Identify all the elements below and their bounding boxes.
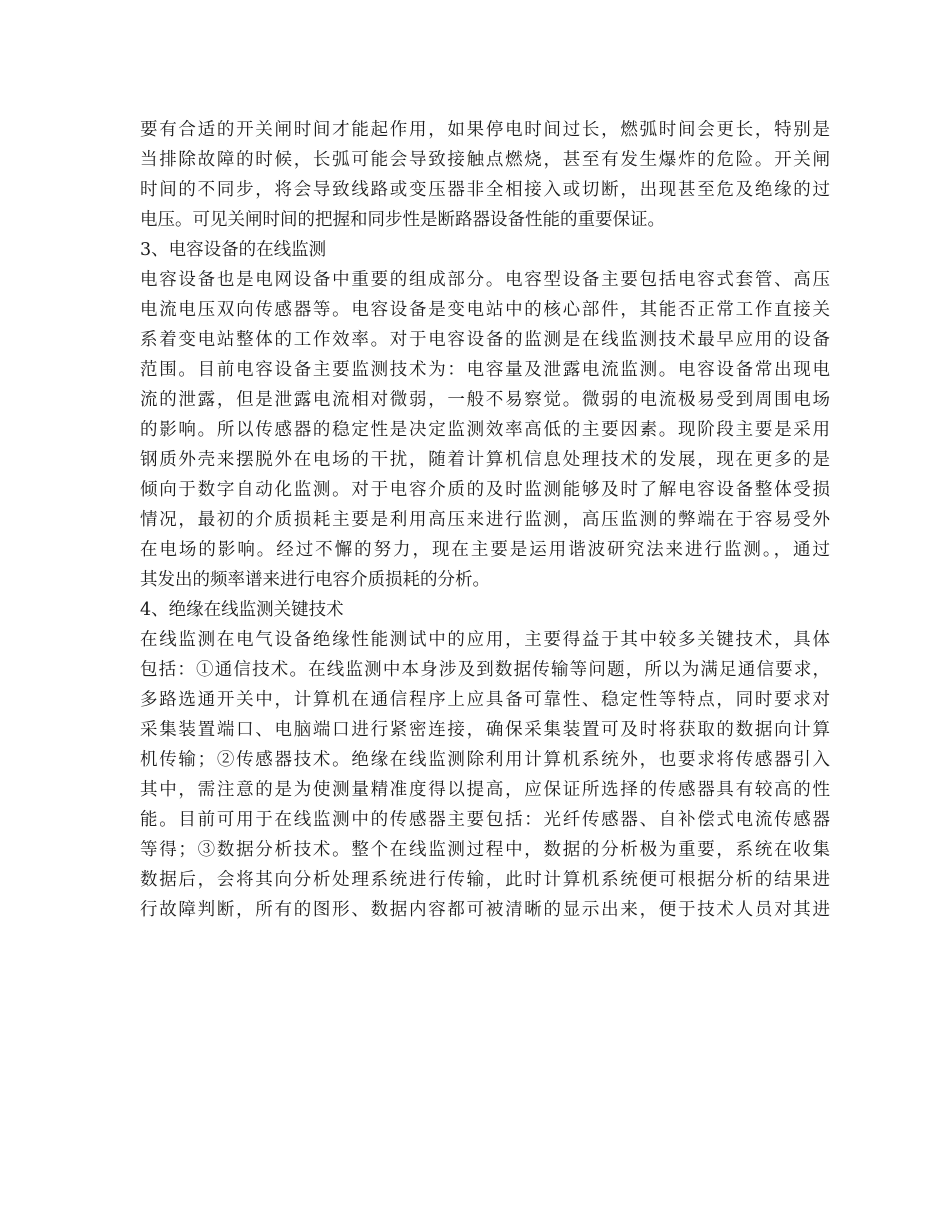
text-line: 行故障判断，所有的图形、数据内容都可被清晰的显示出来，便于技术人员对其进 — [140, 900, 830, 920]
paragraph-circuit-breaker — [140, 115, 830, 235]
text-line: 多路选通开关中，计算机在通信程序上应具备可靠性、稳定性等特点，同时要求对 — [140, 690, 830, 710]
text-line: 电流电压双向传感器等。电容设备是变电站中的核心部件，其能否正常工作直接关 — [140, 300, 830, 320]
text-line: 要有合适的开关闸时间才能起作用，如果停电时间过长，燃弧时间会更长，特别是 — [140, 120, 830, 140]
text-line: 采集装置端口、电脑端口进行紧密连接，确保采集装置可及时将获取的数据向计算 — [140, 720, 830, 740]
text-line: 情况，最初的介质损耗主要是利用高压来进行监测，高压监测的弊端在于容易受外 — [140, 510, 830, 530]
text-line: 时间的不同步，将会导致线路或变压器非全相接入或切断，出现甚至危及绝缘的过 — [140, 180, 830, 200]
section-heading-insulation-key-tech: 4、绝缘在线监测关键技术 — [140, 600, 344, 620]
text-line: 钢质外壳来摆脱外在电场的干扰，随着计算机信息处理技术的发展，现在更多的是 — [140, 450, 830, 470]
text-line: 其发出的频率谱来进行电容介质损耗的分析。 — [140, 570, 490, 590]
text-line: 范围。目前电容设备主要监测技术为：电容量及泄露电流监测。电容设备常出现电 — [140, 360, 830, 380]
text-line: 等得；③数据分析技术。整个在线监测过程中，数据的分析极为重要，系统在收集 — [140, 840, 830, 860]
text-line: 在线监测在电气设备绝缘性能测试中的应用，主要得益于其中较多关键技术，具体 — [140, 630, 830, 650]
document-body — [140, 115, 830, 925]
section-heading-capacitor-monitoring: 3、电容设备的在线监测 — [140, 240, 327, 260]
text-line: 能。目前可用于在线监测中的传感器主要包括：光纤传感器、自补偿式电流传感器 — [140, 810, 830, 830]
text-line: 其中，需注意的是为使测量精准度得以提高，应保证所选择的传感器具有较高的性 — [140, 780, 830, 800]
paragraph-capacitor-monitoring — [140, 265, 830, 595]
text-line: 电压。可见关闸时间的把握和同步性是断路器设备性能的重要保证。 — [140, 210, 665, 230]
text-line: 数据后，会将其向分析处理系统进行传输，此时计算机系统便可根据分析的结果进 — [140, 870, 830, 890]
text-line: 流的泄露，但是泄露电流相对微弱，一般不易察觉。微弱的电流极易受到周围电场 — [140, 390, 830, 410]
text-line: 机传输；②传感器技术。绝缘在线监测除利用计算机系统外，也要求将传感器引入 — [140, 750, 830, 770]
text-line: 系着变电站整体的工作效率。对于电容设备的监测是在线监测技术最早应用的设备 — [140, 330, 830, 350]
text-line: 倾向于数字自动化监测。对于电容介质的及时监测能够及时了解电容设备整体受损 — [140, 480, 830, 500]
text-line: 的影响。所以传感器的稳定性是决定监测效率高低的主要因素。现阶段主要是采用 — [140, 420, 830, 440]
text-line: 当排除故障的时候，长弧可能会导致接触点燃烧，甚至有发生爆炸的危险。开关闸 — [140, 150, 830, 170]
text-line: 电容设备也是电网设备中重要的组成部分。电容型设备主要包括电容式套管、高压 — [140, 270, 830, 290]
text-line: 包括：①通信技术。在线监测中本身涉及到数据传输等问题，所以为满足通信要求， — [140, 660, 830, 680]
paragraph-insulation-key-tech — [140, 625, 830, 925]
text-line: 在电场的影响。经过不懈的努力，现在主要是运用谐波研究法来进行监测。，通过 — [140, 540, 830, 560]
